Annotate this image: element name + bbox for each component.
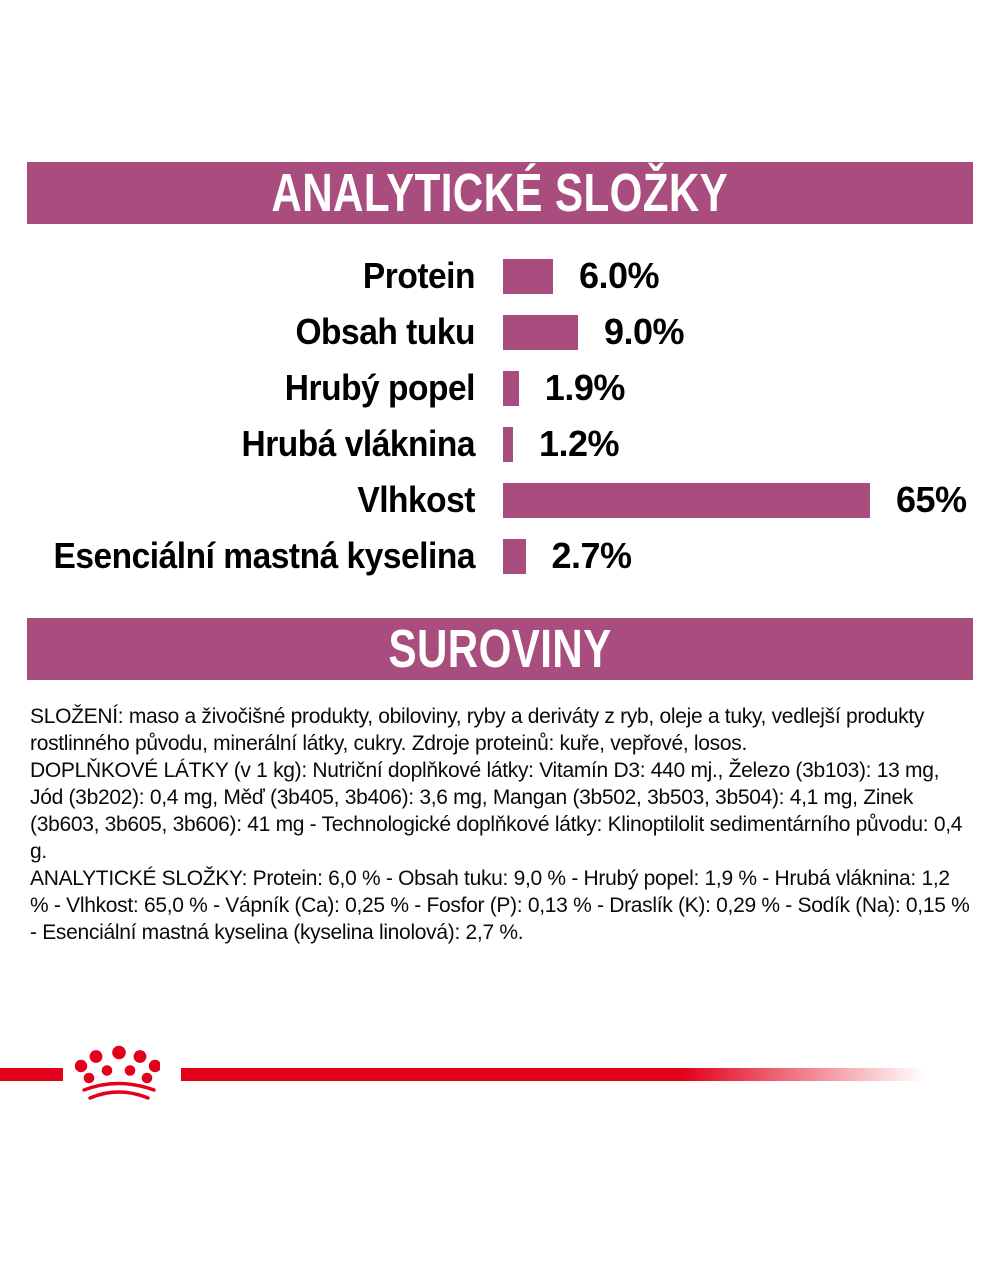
- chart-row-ash: [0, 360, 1000, 416]
- bar-value: 65%: [896, 479, 967, 520]
- section-header-analytical-components: [27, 162, 973, 224]
- bar-protein: [503, 259, 553, 294]
- red-divider-line-right: [181, 1068, 940, 1081]
- bar-label: Protein: [362, 255, 475, 296]
- bar-value: 9.0%: [604, 311, 685, 352]
- section-title: SUROVINY: [388, 619, 612, 679]
- bar-value: 1.9%: [544, 367, 625, 408]
- chart-row-essential-fatty-acid: [0, 528, 1000, 584]
- bar-label: Hrubá vláknina: [241, 423, 475, 464]
- chart-row-moisture: [0, 472, 1000, 528]
- chart-row-protein: [0, 248, 1000, 304]
- red-divider-line-left: [0, 1068, 63, 1081]
- bar-label: Hrubý popel: [284, 367, 475, 408]
- royal-canin-crown-icon: [56, 1032, 160, 1104]
- bar-label: Obsah tuku: [295, 311, 475, 352]
- bar-moisture: [503, 483, 870, 518]
- nutrition-bar-chart: [0, 248, 1000, 584]
- bar-value: 2.7%: [551, 535, 632, 576]
- section-header-ingredients: [27, 618, 973, 680]
- composition-paragraph: SLOŽENÍ: maso a živočišné produkty, obiloviny, ryby a deriváty z ryb, oleje a tuky, vedlejší produkty rostlinného původu, minerální látky, cukry. Zdroje proteinů: kuře, vepřové, losos.: [30, 705, 925, 755]
- bar-label: Esenciální mastná kyselina: [53, 535, 475, 576]
- ingredients-text-block: [30, 703, 972, 946]
- brand-footer: [0, 1030, 1000, 1110]
- bar-value: 1.2%: [539, 423, 620, 464]
- chart-row-fibre: [0, 416, 1000, 472]
- bar-ash: [503, 371, 519, 406]
- analytical-constituents-paragraph: ANALYTICKÉ SLOŽKY: Protein: 6,0 % - Obsah tuku: 9,0 % - Hrubý popel: 1,9 % - Hrubá vláknina: 1,2 % - Vlhkost: 65,0 % - Vápník (Ca): 0,25 % - Fosfor (P): 0,13 % - Draslík (K): 0,29 % - Sodík (Na): 0,15 % - Esenciální mastná kyselina (kyselina linolová): 2,7 %.: [30, 867, 970, 944]
- additives-paragraph: DOPLŇKOVÉ LÁTKY (v 1 kg): Nutriční doplňkové látky: Vitamín D3: 440 mj., Železo (3b103): 13 mg, Jód (3b202): 0,4 mg, Měď (3b405, 3b406): 3,6 mg, Mangan (3b502, 3b503, 3b504): 4,1 mg, Zinek (3b603, 3b605, 3b606): 41 mg - Technologické doplňkové látky: Klinoptilolit sedimentárního původu: 0,4 g.: [30, 759, 963, 863]
- bar-fibre: [503, 427, 513, 462]
- section-title: ANALYTICKÉ SLOŽKY: [271, 163, 729, 223]
- bar-label: Vlhkost: [357, 479, 475, 520]
- bar-fat: [503, 315, 578, 350]
- bar-essential-fatty-acid: [503, 539, 526, 574]
- bar-value: 6.0%: [579, 255, 660, 296]
- chart-row-fat: [0, 304, 1000, 360]
